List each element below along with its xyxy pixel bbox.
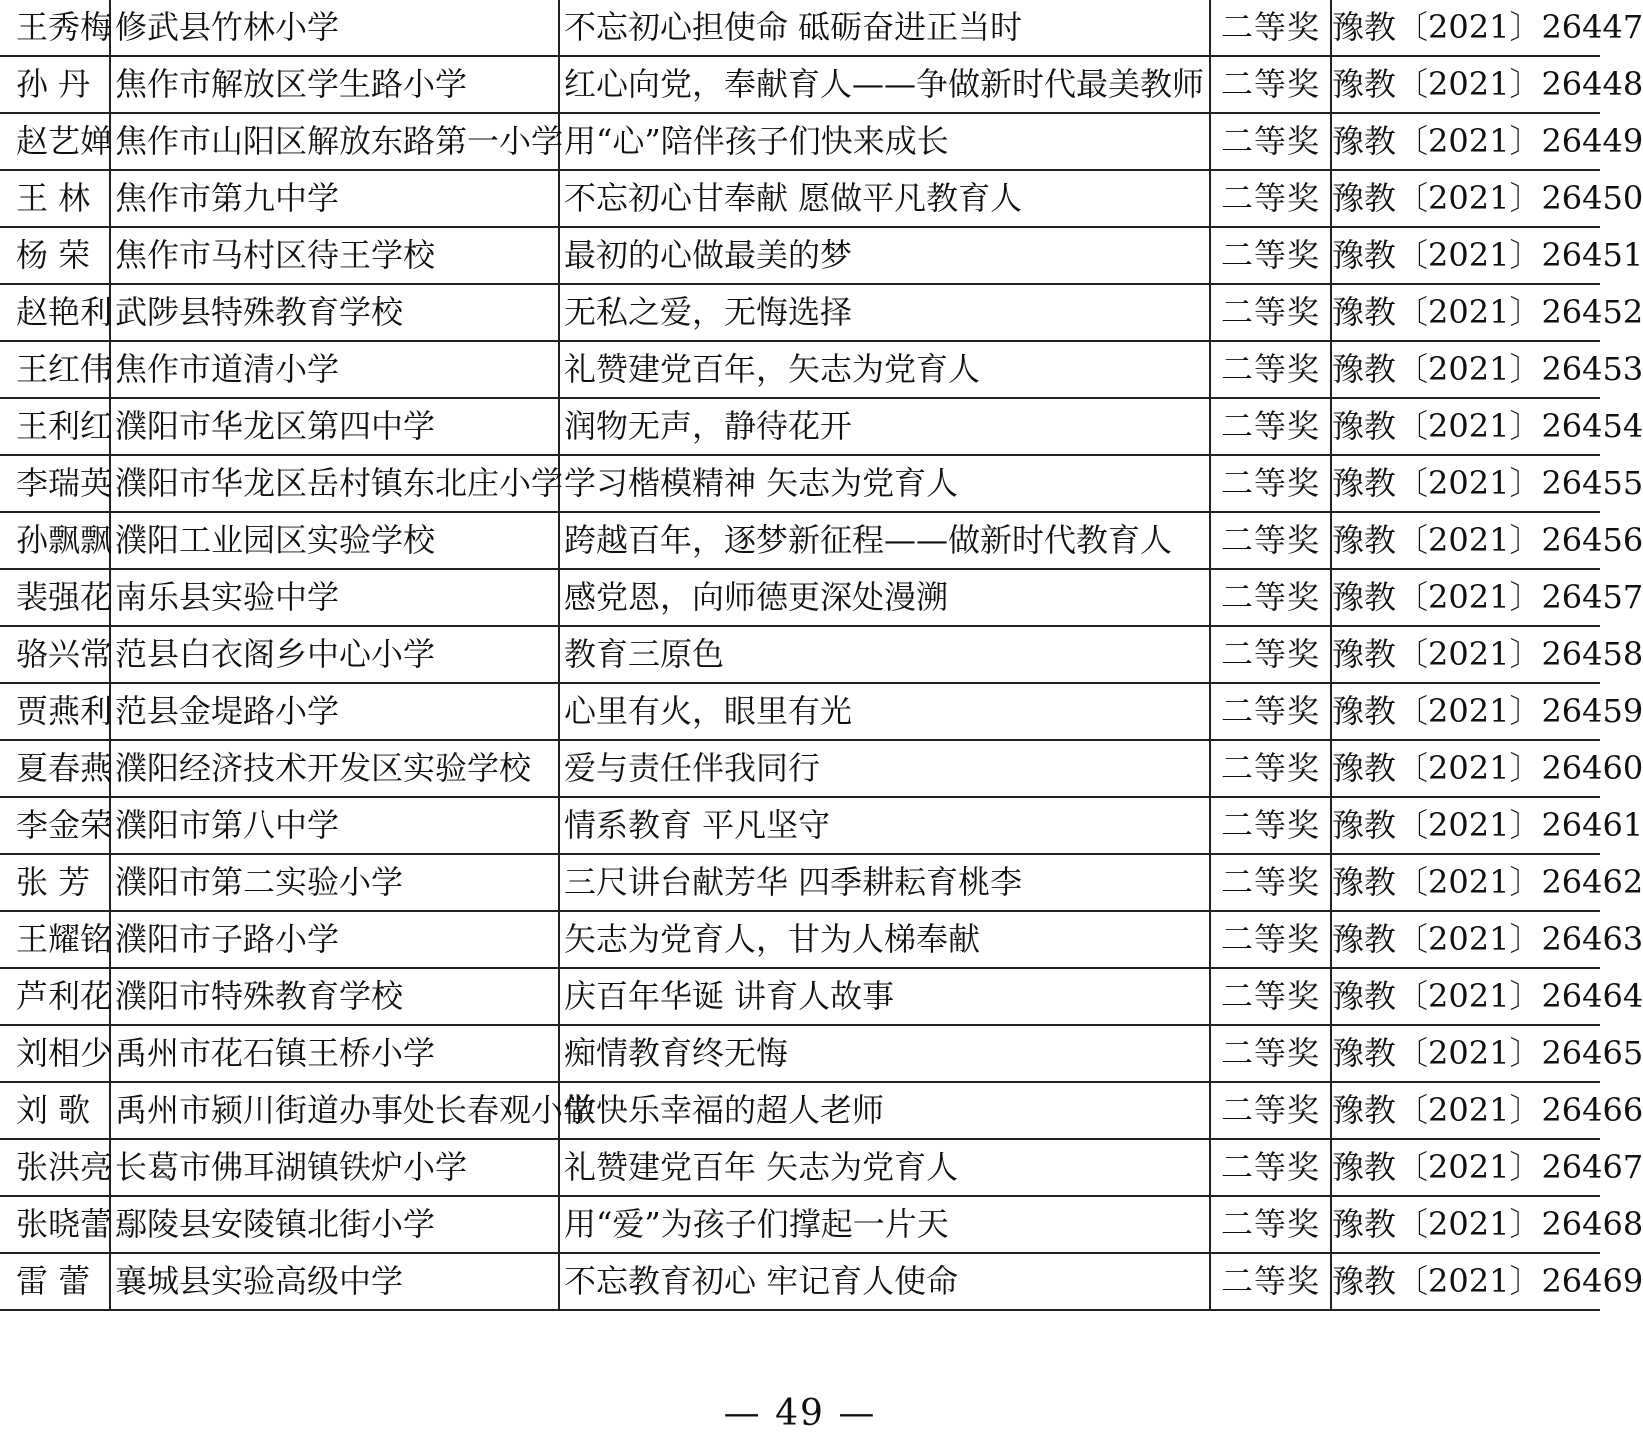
certificate-number: 豫教〔2021〕26467 [1331, 1139, 1600, 1196]
winner-name: 贾燕利 [0, 683, 110, 740]
winner-name: 孙飘飘 [0, 512, 110, 569]
table-row [0, 1139, 1600, 1196]
school-name: 襄城县实验高级中学 [110, 1253, 559, 1310]
award-level: 二等奖 [1210, 1082, 1331, 1139]
work-title: 润物无声，静待花开 [559, 398, 1210, 455]
award-level: 二等奖 [1210, 1025, 1331, 1082]
winner-name: 杨 荣 [0, 227, 110, 284]
winner-name: 赵艳利 [0, 284, 110, 341]
school-name: 焦作市解放区学生路小学 [110, 56, 559, 113]
award-level: 二等奖 [1210, 911, 1331, 968]
winner-name: 孙 丹 [0, 56, 110, 113]
work-title: 情系教育 平凡坚守 [559, 797, 1210, 854]
winner-name: 李瑞英 [0, 455, 110, 512]
award-level: 二等奖 [1210, 113, 1331, 170]
work-title: 学习楷模精神 矢志为党育人 [559, 455, 1210, 512]
winner-name: 张洪亮 [0, 1139, 110, 1196]
school-name: 范县白衣阁乡中心小学 [110, 626, 559, 683]
work-title: 做快乐幸福的超人老师 [559, 1082, 1210, 1139]
school-name: 濮阳市华龙区岳村镇东北庄小学 [110, 455, 559, 512]
winner-name: 张 芳 [0, 854, 110, 911]
certificate-number: 豫教〔2021〕26455 [1331, 455, 1600, 512]
certificate-number: 豫教〔2021〕26452 [1331, 284, 1600, 341]
work-title: 用“心”陪伴孩子们快来成长 [559, 113, 1210, 170]
work-title: 跨越百年，逐梦新征程——做新时代教育人 [559, 512, 1210, 569]
table-row [0, 1196, 1600, 1253]
table-row [0, 113, 1600, 170]
work-title: 红心向党，奉献育人——争做新时代最美教师 [559, 56, 1210, 113]
winner-name: 张晓蕾 [0, 1196, 110, 1253]
work-title: 不忘教育初心 牢记育人使命 [559, 1253, 1210, 1310]
certificate-number: 豫教〔2021〕26469 [1331, 1253, 1600, 1310]
winner-name: 赵艺婵 [0, 113, 110, 170]
award-level: 二等奖 [1210, 740, 1331, 797]
school-name: 濮阳市第二实验小学 [110, 854, 559, 911]
school-name: 濮阳市华龙区第四中学 [110, 398, 559, 455]
certificate-number: 豫教〔2021〕26468 [1331, 1196, 1600, 1253]
certificate-number: 豫教〔2021〕26464 [1331, 968, 1600, 1025]
table-row [0, 911, 1600, 968]
certificate-number: 豫教〔2021〕26457 [1331, 569, 1600, 626]
work-title: 感党恩，向师德更深处漫溯 [559, 569, 1210, 626]
school-name: 长葛市佛耳湖镇铁炉小学 [110, 1139, 559, 1196]
certificate-number: 豫教〔2021〕26451 [1331, 227, 1600, 284]
table-row [0, 398, 1600, 455]
winner-name: 刘 歌 [0, 1082, 110, 1139]
work-title: 无私之爱，无悔选择 [559, 284, 1210, 341]
certificate-number: 豫教〔2021〕26447 [1331, 0, 1600, 56]
school-name: 焦作市马村区待王学校 [110, 227, 559, 284]
school-name: 禹州市颍川街道办事处长春观小学 [110, 1082, 559, 1139]
work-title: 三尺讲台献芳华 四季耕耘育桃李 [559, 854, 1210, 911]
table-row [0, 1082, 1600, 1139]
school-name: 禹州市花石镇王桥小学 [110, 1025, 559, 1082]
school-name: 鄢陵县安陵镇北街小学 [110, 1196, 559, 1253]
certificate-number: 豫教〔2021〕26456 [1331, 512, 1600, 569]
winner-name: 王利红 [0, 398, 110, 455]
winner-name: 王秀梅 [0, 0, 110, 56]
certificate-number: 豫教〔2021〕26458 [1331, 626, 1600, 683]
certificate-number: 豫教〔2021〕26462 [1331, 854, 1600, 911]
award-level: 二等奖 [1210, 227, 1331, 284]
school-name: 濮阳市特殊教育学校 [110, 968, 559, 1025]
work-title: 爱与责任伴我同行 [559, 740, 1210, 797]
table-row [0, 512, 1600, 569]
table-row [0, 569, 1600, 626]
award-level: 二等奖 [1210, 0, 1331, 56]
table-row [0, 341, 1600, 398]
work-title: 矢志为党育人，甘为人梯奉献 [559, 911, 1210, 968]
winner-name: 刘相少 [0, 1025, 110, 1082]
award-level: 二等奖 [1210, 341, 1331, 398]
award-level: 二等奖 [1210, 1139, 1331, 1196]
work-title: 庆百年华诞 讲育人故事 [559, 968, 1210, 1025]
winner-name: 裴强花 [0, 569, 110, 626]
school-name: 濮阳经济技术开发区实验学校 [110, 740, 559, 797]
award-level: 二等奖 [1210, 683, 1331, 740]
table-row [0, 455, 1600, 512]
school-name: 濮阳市子路小学 [110, 911, 559, 968]
table-row [0, 854, 1600, 911]
certificate-number: 豫教〔2021〕26454 [1331, 398, 1600, 455]
school-name: 焦作市山阳区解放东路第一小学 [110, 113, 559, 170]
table-row [0, 740, 1600, 797]
winner-name: 芦利花 [0, 968, 110, 1025]
award-level: 二等奖 [1210, 854, 1331, 911]
award-level: 二等奖 [1210, 512, 1331, 569]
certificate-number: 豫教〔2021〕26459 [1331, 683, 1600, 740]
table-row [0, 968, 1600, 1025]
award-level: 二等奖 [1210, 569, 1331, 626]
winner-name: 王 林 [0, 170, 110, 227]
school-name: 武陟县特殊教育学校 [110, 284, 559, 341]
school-name: 焦作市道清小学 [110, 341, 559, 398]
award-level: 二等奖 [1210, 626, 1331, 683]
table-row [0, 1253, 1600, 1310]
work-title: 礼赞建党百年，矢志为党育人 [559, 341, 1210, 398]
winner-name: 骆兴常 [0, 626, 110, 683]
certificate-number: 豫教〔2021〕26460 [1331, 740, 1600, 797]
certificate-number: 豫教〔2021〕26449 [1331, 113, 1600, 170]
certificate-number: 豫教〔2021〕26463 [1331, 911, 1600, 968]
award-level: 二等奖 [1210, 284, 1331, 341]
winner-name: 李金荣 [0, 797, 110, 854]
certificate-number: 豫教〔2021〕26466 [1331, 1082, 1600, 1139]
school-name: 濮阳工业园区实验学校 [110, 512, 559, 569]
school-name: 修武县竹林小学 [110, 0, 559, 56]
page-number: — 49 — [723, 1393, 877, 1434]
table-row [0, 0, 1600, 56]
table-row [0, 626, 1600, 683]
work-title: 用“爱”为孩子们撑起一片天 [559, 1196, 1210, 1253]
table-row [0, 56, 1600, 113]
work-title: 不忘初心担使命 砥砺奋进正当时 [559, 0, 1210, 56]
certificate-number: 豫教〔2021〕26450 [1331, 170, 1600, 227]
work-title: 痴情教育终无悔 [559, 1025, 1210, 1082]
winner-name: 夏春燕 [0, 740, 110, 797]
award-level: 二等奖 [1210, 56, 1331, 113]
table-row [0, 1025, 1600, 1082]
work-title: 最初的心做最美的梦 [559, 227, 1210, 284]
school-name: 焦作市第九中学 [110, 170, 559, 227]
table-row [0, 227, 1600, 284]
certificate-number: 豫教〔2021〕26453 [1331, 341, 1600, 398]
award-level: 二等奖 [1210, 968, 1331, 1025]
school-name: 范县金堤路小学 [110, 683, 559, 740]
award-level: 二等奖 [1210, 1253, 1331, 1310]
table-row [0, 284, 1600, 341]
winner-name: 王耀铭 [0, 911, 110, 968]
work-title: 心里有火，眼里有光 [559, 683, 1210, 740]
work-title: 教育三原色 [559, 626, 1210, 683]
award-level: 二等奖 [1210, 797, 1331, 854]
table-row [0, 170, 1600, 227]
certificate-number: 豫教〔2021〕26448 [1331, 56, 1600, 113]
award-level: 二等奖 [1210, 170, 1331, 227]
table-row [0, 797, 1600, 854]
school-name: 南乐县实验中学 [110, 569, 559, 626]
award-level: 二等奖 [1210, 1196, 1331, 1253]
work-title: 不忘初心甘奉献 愿做平凡教育人 [559, 170, 1210, 227]
winner-name: 雷 蕾 [0, 1253, 110, 1310]
award-level: 二等奖 [1210, 455, 1331, 512]
certificate-number: 豫教〔2021〕26461 [1331, 797, 1600, 854]
winner-name: 王红伟 [0, 341, 110, 398]
table-row [0, 683, 1600, 740]
school-name: 濮阳市第八中学 [110, 797, 559, 854]
certificate-number: 豫教〔2021〕26465 [1331, 1025, 1600, 1082]
work-title: 礼赞建党百年 矢志为党育人 [559, 1139, 1210, 1196]
award-level: 二等奖 [1210, 398, 1331, 455]
